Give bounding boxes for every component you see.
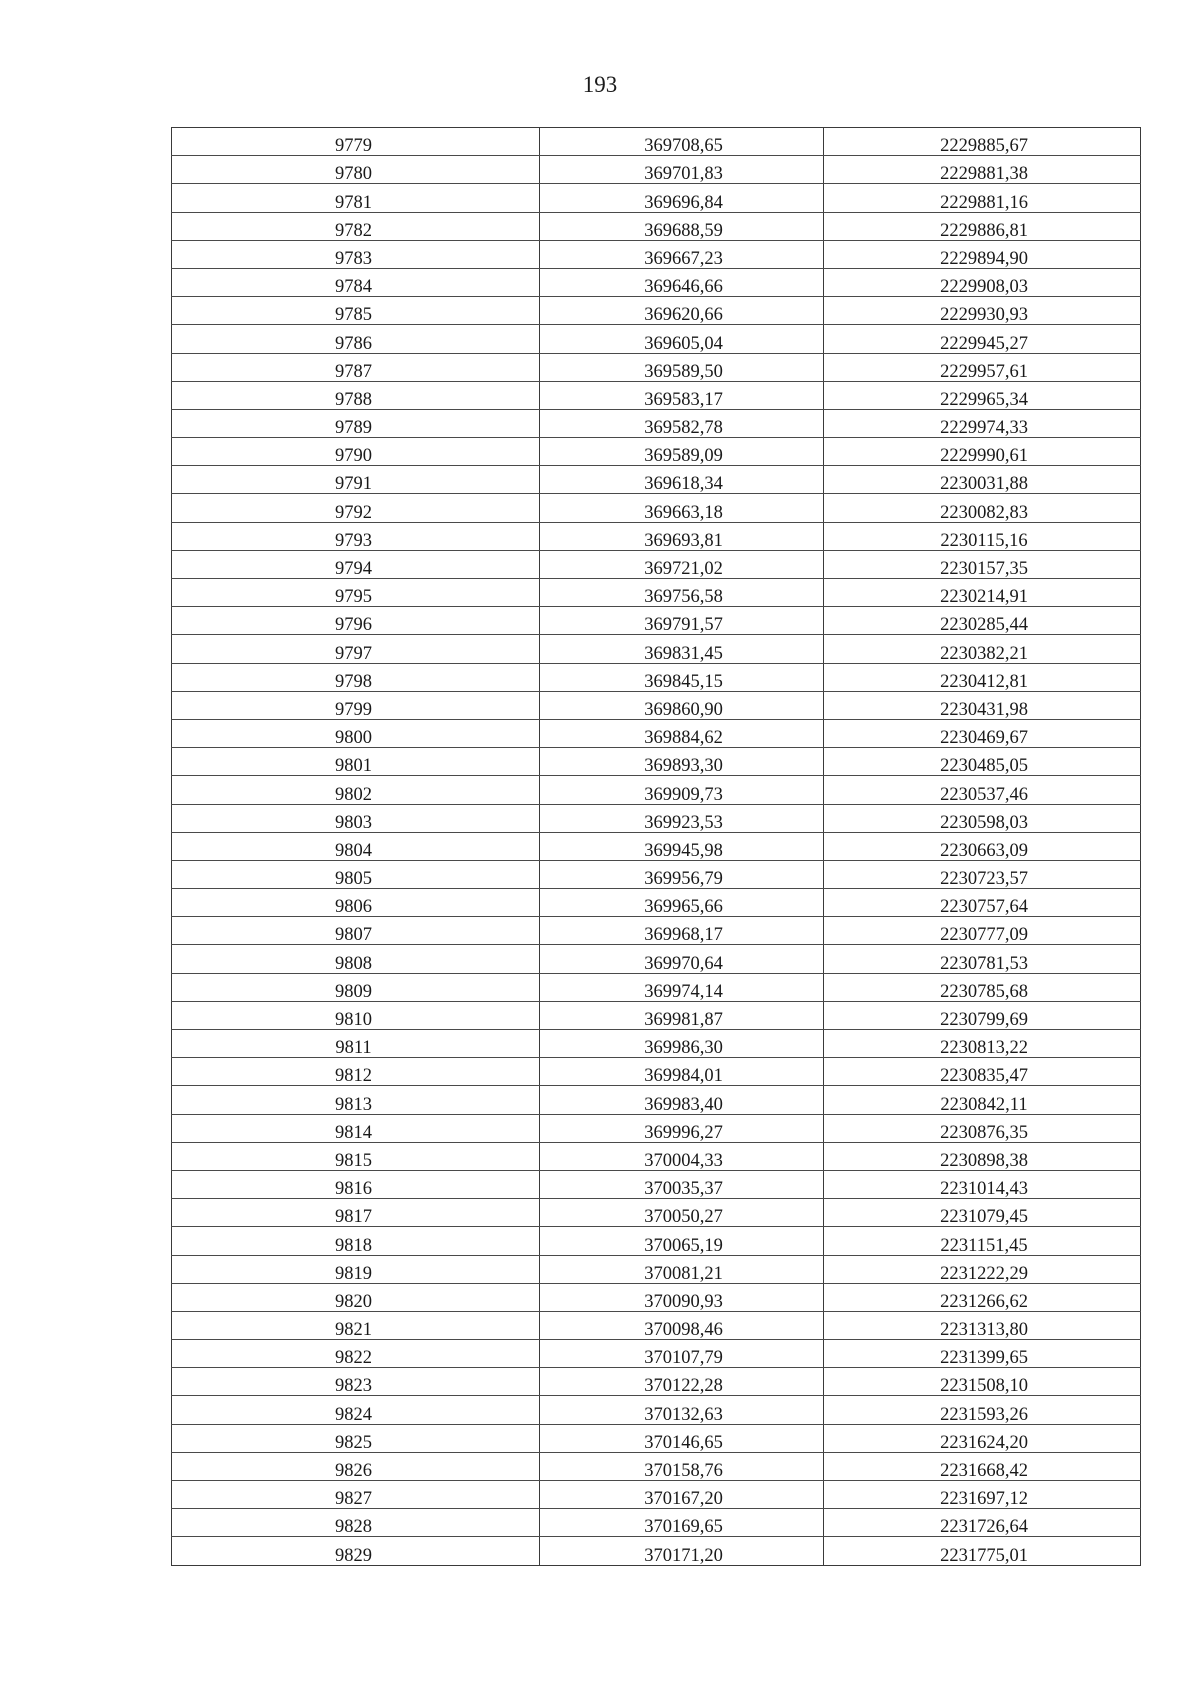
y-coordinate-cell: 2229894,90	[824, 240, 1141, 268]
table-row	[172, 184, 1141, 212]
point-number-cell: 9780	[172, 156, 540, 184]
x-coordinate-cell: 369945,98	[540, 832, 824, 860]
table-row	[172, 325, 1141, 353]
y-coordinate-cell: 2231775,01	[824, 1537, 1141, 1565]
x-coordinate-cell: 369984,01	[540, 1058, 824, 1086]
table-row	[172, 268, 1141, 296]
y-coordinate-cell: 2231014,43	[824, 1170, 1141, 1198]
x-coordinate-cell: 369721,02	[540, 550, 824, 578]
table-row	[172, 719, 1141, 747]
y-coordinate-cell: 2229885,67	[824, 128, 1141, 156]
x-coordinate-cell: 370169,65	[540, 1509, 824, 1537]
table-row	[172, 1255, 1141, 1283]
point-number-cell: 9813	[172, 1086, 540, 1114]
table-row	[172, 1340, 1141, 1368]
point-number-cell: 9803	[172, 804, 540, 832]
point-number-cell: 9789	[172, 409, 540, 437]
x-coordinate-cell: 369663,18	[540, 494, 824, 522]
point-number-cell: 9820	[172, 1283, 540, 1311]
y-coordinate-cell: 2230285,44	[824, 607, 1141, 635]
table-row	[172, 1142, 1141, 1170]
coordinates-table-body	[172, 128, 1141, 1566]
point-number-cell: 9781	[172, 184, 540, 212]
table-row	[172, 1086, 1141, 1114]
y-coordinate-cell: 2230663,09	[824, 832, 1141, 860]
y-coordinate-cell: 2231726,64	[824, 1509, 1141, 1537]
table-row	[172, 128, 1141, 156]
point-number-cell: 9784	[172, 268, 540, 296]
x-coordinate-cell: 369909,73	[540, 776, 824, 804]
table-row	[172, 663, 1141, 691]
point-number-cell: 9821	[172, 1311, 540, 1339]
point-number-cell: 9819	[172, 1255, 540, 1283]
x-coordinate-cell: 369583,17	[540, 381, 824, 409]
table-row	[172, 1199, 1141, 1227]
x-coordinate-cell: 369981,87	[540, 1001, 824, 1029]
x-coordinate-cell: 369582,78	[540, 409, 824, 437]
x-coordinate-cell: 369646,66	[540, 268, 824, 296]
x-coordinate-cell: 369589,50	[540, 353, 824, 381]
x-coordinate-cell: 370098,46	[540, 1311, 824, 1339]
y-coordinate-cell: 2230777,09	[824, 917, 1141, 945]
y-coordinate-cell: 2229945,27	[824, 325, 1141, 353]
x-coordinate-cell: 370167,20	[540, 1481, 824, 1509]
table-row	[172, 691, 1141, 719]
y-coordinate-cell: 2231508,10	[824, 1368, 1141, 1396]
x-coordinate-cell: 369968,17	[540, 917, 824, 945]
point-number-cell: 9786	[172, 325, 540, 353]
table-row	[172, 550, 1141, 578]
y-coordinate-cell: 2231593,26	[824, 1396, 1141, 1424]
table-row	[172, 804, 1141, 832]
x-coordinate-cell: 369693,81	[540, 522, 824, 550]
point-number-cell: 9809	[172, 973, 540, 1001]
table-row	[172, 1396, 1141, 1424]
y-coordinate-cell: 2230785,68	[824, 973, 1141, 1001]
point-number-cell: 9783	[172, 240, 540, 268]
y-coordinate-cell: 2230469,67	[824, 719, 1141, 747]
x-coordinate-cell: 369696,84	[540, 184, 824, 212]
point-number-cell: 9824	[172, 1396, 540, 1424]
point-number-cell: 9794	[172, 550, 540, 578]
table-row	[172, 1509, 1141, 1537]
table-row	[172, 1481, 1141, 1509]
y-coordinate-cell: 2230157,35	[824, 550, 1141, 578]
x-coordinate-cell: 369589,09	[540, 438, 824, 466]
y-coordinate-cell: 2230842,11	[824, 1086, 1141, 1114]
table-row	[172, 917, 1141, 945]
point-number-cell: 9793	[172, 522, 540, 550]
table-row	[172, 832, 1141, 860]
point-number-cell: 9800	[172, 719, 540, 747]
y-coordinate-cell: 2231079,45	[824, 1199, 1141, 1227]
point-number-cell: 9818	[172, 1227, 540, 1255]
point-number-cell: 9814	[172, 1114, 540, 1142]
y-coordinate-cell: 2230031,88	[824, 466, 1141, 494]
point-number-cell: 9798	[172, 663, 540, 691]
y-coordinate-cell: 2230214,91	[824, 579, 1141, 607]
y-coordinate-cell: 2229881,16	[824, 184, 1141, 212]
x-coordinate-cell: 370065,19	[540, 1227, 824, 1255]
table-row	[172, 1368, 1141, 1396]
table-row	[172, 466, 1141, 494]
x-coordinate-cell: 369791,57	[540, 607, 824, 635]
point-number-cell: 9817	[172, 1199, 540, 1227]
y-coordinate-cell: 2231266,62	[824, 1283, 1141, 1311]
table-row	[172, 297, 1141, 325]
y-coordinate-cell: 2230813,22	[824, 1030, 1141, 1058]
point-number-cell: 9782	[172, 212, 540, 240]
table-row	[172, 1537, 1141, 1565]
point-number-cell: 9779	[172, 128, 540, 156]
y-coordinate-cell: 2230431,98	[824, 691, 1141, 719]
x-coordinate-cell: 370122,28	[540, 1368, 824, 1396]
y-coordinate-cell: 2229881,38	[824, 156, 1141, 184]
y-coordinate-cell: 2230757,64	[824, 889, 1141, 917]
x-coordinate-cell: 369620,66	[540, 297, 824, 325]
x-coordinate-cell: 369965,66	[540, 889, 824, 917]
point-number-cell: 9791	[172, 466, 540, 494]
table-row	[172, 1452, 1141, 1480]
table-row	[172, 381, 1141, 409]
x-coordinate-cell: 369845,15	[540, 663, 824, 691]
y-coordinate-cell: 2230799,69	[824, 1001, 1141, 1029]
y-coordinate-cell: 2229908,03	[824, 268, 1141, 296]
page-number: 193	[582, 72, 618, 97]
y-coordinate-cell: 2229957,61	[824, 353, 1141, 381]
point-number-cell: 9826	[172, 1452, 540, 1480]
y-coordinate-cell: 2230781,53	[824, 945, 1141, 973]
table-row	[172, 1030, 1141, 1058]
y-coordinate-cell: 2230835,47	[824, 1058, 1141, 1086]
y-coordinate-cell: 2230412,81	[824, 663, 1141, 691]
table-row	[172, 579, 1141, 607]
table-row	[172, 1283, 1141, 1311]
y-coordinate-cell: 2231222,29	[824, 1255, 1141, 1283]
x-coordinate-cell: 369996,27	[540, 1114, 824, 1142]
y-coordinate-cell: 2229886,81	[824, 212, 1141, 240]
point-number-cell: 9796	[172, 607, 540, 635]
y-coordinate-cell: 2230598,03	[824, 804, 1141, 832]
point-number-cell: 9825	[172, 1424, 540, 1452]
point-number-cell: 9829	[172, 1537, 540, 1565]
x-coordinate-cell: 370050,27	[540, 1199, 824, 1227]
x-coordinate-cell: 369701,83	[540, 156, 824, 184]
point-number-cell: 9795	[172, 579, 540, 607]
x-coordinate-cell: 370035,37	[540, 1170, 824, 1198]
table-row	[172, 945, 1141, 973]
y-coordinate-cell: 2230115,16	[824, 522, 1141, 550]
point-number-cell: 9804	[172, 832, 540, 860]
point-number-cell: 9823	[172, 1368, 540, 1396]
point-number-cell: 9810	[172, 1001, 540, 1029]
point-number-cell: 9816	[172, 1170, 540, 1198]
y-coordinate-cell: 2230898,38	[824, 1142, 1141, 1170]
table-row	[172, 748, 1141, 776]
x-coordinate-cell: 369831,45	[540, 635, 824, 663]
y-coordinate-cell: 2231668,42	[824, 1452, 1141, 1480]
y-coordinate-cell: 2230082,83	[824, 494, 1141, 522]
table-row	[172, 1001, 1141, 1029]
table-row	[172, 889, 1141, 917]
x-coordinate-cell: 369974,14	[540, 973, 824, 1001]
table-row	[172, 240, 1141, 268]
table-row	[172, 522, 1141, 550]
point-number-cell: 9827	[172, 1481, 540, 1509]
table-row	[172, 353, 1141, 381]
point-number-cell: 9822	[172, 1340, 540, 1368]
y-coordinate-cell: 2229930,93	[824, 297, 1141, 325]
table-row	[172, 156, 1141, 184]
table-row	[172, 212, 1141, 240]
x-coordinate-cell: 369605,04	[540, 325, 824, 353]
y-coordinate-cell: 2230537,46	[824, 776, 1141, 804]
table-row	[172, 607, 1141, 635]
x-coordinate-cell: 369893,30	[540, 748, 824, 776]
y-coordinate-cell: 2231624,20	[824, 1424, 1141, 1452]
point-number-cell: 9801	[172, 748, 540, 776]
table-row	[172, 1058, 1141, 1086]
table-row	[172, 973, 1141, 1001]
point-number-cell: 9815	[172, 1142, 540, 1170]
y-coordinate-cell: 2229965,34	[824, 381, 1141, 409]
point-number-cell: 9788	[172, 381, 540, 409]
point-number-cell: 9802	[172, 776, 540, 804]
y-coordinate-cell: 2231697,12	[824, 1481, 1141, 1509]
y-coordinate-cell: 2229990,61	[824, 438, 1141, 466]
x-coordinate-cell: 369956,79	[540, 860, 824, 888]
point-number-cell: 9785	[172, 297, 540, 325]
y-coordinate-cell: 2229974,33	[824, 409, 1141, 437]
x-coordinate-cell: 369618,34	[540, 466, 824, 494]
table-row	[172, 1227, 1141, 1255]
x-coordinate-cell: 369923,53	[540, 804, 824, 832]
point-number-cell: 9805	[172, 860, 540, 888]
x-coordinate-cell: 369970,64	[540, 945, 824, 973]
point-number-cell: 9811	[172, 1030, 540, 1058]
coordinates-table	[171, 127, 1141, 1566]
x-coordinate-cell: 369884,62	[540, 719, 824, 747]
y-coordinate-cell: 2230382,21	[824, 635, 1141, 663]
point-number-cell: 9797	[172, 635, 540, 663]
table-row	[172, 438, 1141, 466]
x-coordinate-cell: 369986,30	[540, 1030, 824, 1058]
x-coordinate-cell: 369688,59	[540, 212, 824, 240]
point-number-cell: 9807	[172, 917, 540, 945]
table-row	[172, 776, 1141, 804]
x-coordinate-cell: 369667,23	[540, 240, 824, 268]
x-coordinate-cell: 369860,90	[540, 691, 824, 719]
x-coordinate-cell: 370081,21	[540, 1255, 824, 1283]
table-row	[172, 1114, 1141, 1142]
point-number-cell: 9799	[172, 691, 540, 719]
point-number-cell: 9806	[172, 889, 540, 917]
x-coordinate-cell: 369708,65	[540, 128, 824, 156]
table-row	[172, 494, 1141, 522]
table-row	[172, 1424, 1141, 1452]
x-coordinate-cell: 370158,76	[540, 1452, 824, 1480]
x-coordinate-cell: 370004,33	[540, 1142, 824, 1170]
x-coordinate-cell: 370171,20	[540, 1537, 824, 1565]
point-number-cell: 9792	[172, 494, 540, 522]
y-coordinate-cell: 2230485,05	[824, 748, 1141, 776]
table-row	[172, 409, 1141, 437]
point-number-cell: 9808	[172, 945, 540, 973]
y-coordinate-cell: 2230876,35	[824, 1114, 1141, 1142]
table-row	[172, 635, 1141, 663]
x-coordinate-cell: 370132,63	[540, 1396, 824, 1424]
table-row	[172, 1311, 1141, 1339]
point-number-cell: 9828	[172, 1509, 540, 1537]
x-coordinate-cell: 370090,93	[540, 1283, 824, 1311]
y-coordinate-cell: 2230723,57	[824, 860, 1141, 888]
y-coordinate-cell: 2231313,80	[824, 1311, 1141, 1339]
point-number-cell: 9787	[172, 353, 540, 381]
x-coordinate-cell: 370146,65	[540, 1424, 824, 1452]
table-row	[172, 1170, 1141, 1198]
point-number-cell: 9790	[172, 438, 540, 466]
point-number-cell: 9812	[172, 1058, 540, 1086]
x-coordinate-cell: 369983,40	[540, 1086, 824, 1114]
table-row	[172, 860, 1141, 888]
x-coordinate-cell: 370107,79	[540, 1340, 824, 1368]
x-coordinate-cell: 369756,58	[540, 579, 824, 607]
y-coordinate-cell: 2231399,65	[824, 1340, 1141, 1368]
y-coordinate-cell: 2231151,45	[824, 1227, 1141, 1255]
